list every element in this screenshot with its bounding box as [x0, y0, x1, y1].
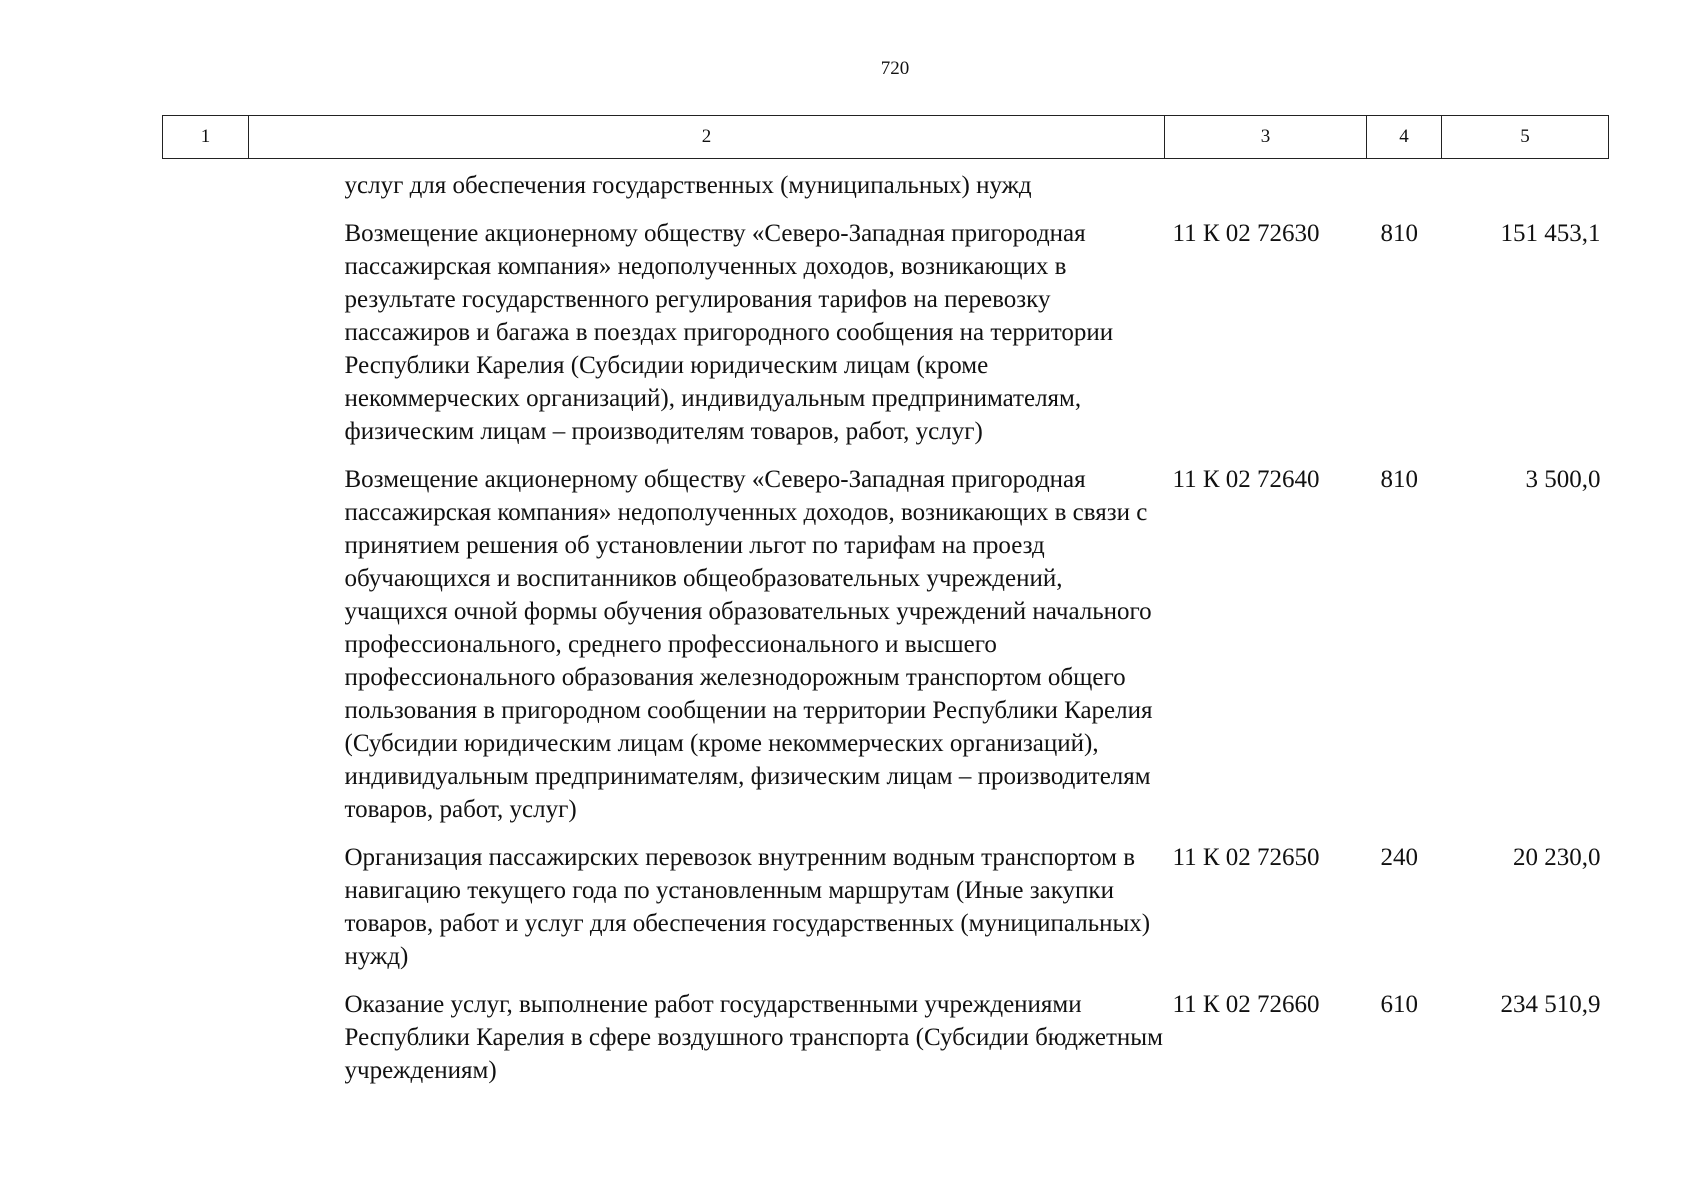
row-code: 11 К 02 72640	[1172, 466, 1320, 493]
header-row	[163, 116, 1609, 159]
page-number: 720	[880, 58, 910, 79]
row-name: Организация пассажирских перевозок внутренним водным транспортом в навигацию текущего года по установленным маршрутам (Иные закупки товаров, работ и услуг для обеспечения государственных (муниципальных) нужд)	[344, 844, 1151, 970]
table-row	[163, 217, 1609, 463]
header-col-2: 2	[249, 116, 1165, 159]
row-expense-type: 810	[1380, 220, 1418, 247]
row-number-cell	[163, 217, 249, 463]
table-row	[163, 988, 1609, 1102]
row-expense-type: 240	[1380, 844, 1418, 871]
row-number-cell	[163, 159, 249, 218]
row-name: Возмещение акционерному обществу «Северо-Западная пригородная пассажирская компания» недополученных доходов, возникающих в связи с принятием решения об установлении льгот по тарифам на проезд обучающихся и воспитанников общеобразовательных учреждений, учащихся очной формы обучения образовательных учреждений начального профессионального, среднего профессионального и высшего профессионального образования железнодорожным транспортом общего пользования в пригородном сообщении на территории Республики Карелия (Субсидии юридическим лицам (кроме некоммерческих организаций), индивидуальным предпринимателям, физическим лицам – производителям товаров, работ, услуг)	[344, 466, 1153, 823]
header-col-1: 1	[163, 116, 249, 159]
budget-table	[162, 115, 1609, 1102]
row-expense-type: 610	[1380, 991, 1418, 1018]
row-amount: 3 500,0	[1525, 466, 1601, 493]
row-number-cell	[163, 841, 249, 988]
header-col-3: 3	[1165, 116, 1367, 159]
row-expense-type: 810	[1380, 466, 1418, 493]
row-number-cell	[163, 463, 249, 841]
row-code: 11 К 02 72630	[1172, 220, 1320, 247]
table-row	[163, 841, 1609, 988]
row-code: 11 К 02 72650	[1172, 844, 1320, 871]
row-number-cell	[163, 988, 249, 1102]
header-col-5: 5	[1442, 116, 1609, 159]
table-row	[163, 159, 1609, 218]
row-name: услуг для обеспечения государственных (муниципальных) нужд	[344, 172, 1032, 199]
row-amount: 234 510,9	[1500, 991, 1601, 1018]
header-col-4: 4	[1367, 116, 1442, 159]
row-amount	[1442, 159, 1609, 218]
row-expense-type	[1367, 159, 1442, 218]
row-amount: 20 230,0	[1513, 844, 1601, 871]
row-name: Оказание услуг, выполнение работ государственными учреждениями Республики Карелия в сфере воздушного транспорта (Субсидии бюджетным учреждениям)	[344, 991, 1163, 1084]
table-row	[163, 463, 1609, 841]
row-code	[1165, 159, 1367, 218]
row-amount: 151 453,1	[1500, 220, 1601, 247]
row-code: 11 К 02 72660	[1172, 991, 1320, 1018]
row-name: Возмещение акционерному обществу «Северо-Западная пригородная пассажирская компания» недополученных доходов, возникающих в результате государственного регулирования тарифов на перевозку пассажиров и багажа в поездах пригородного сообщения на территории Республики Карелия (Субсидии юридическим лицам (кроме некоммерческих организаций), индивидуальным предпринимателям, физическим лицам – производителям товаров, работ, услуг)	[344, 220, 1114, 445]
